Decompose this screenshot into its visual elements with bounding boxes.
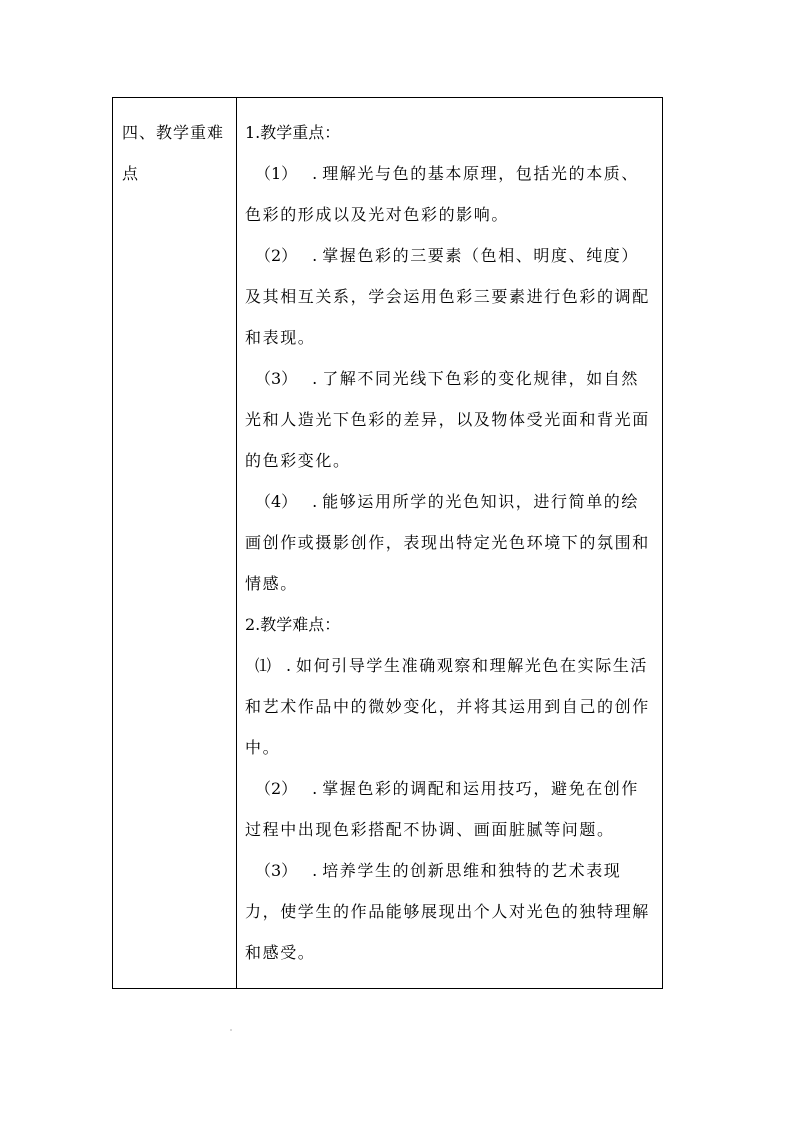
item-separator: . xyxy=(312,861,318,880)
lesson-plan-table xyxy=(112,97,663,989)
scan-speck xyxy=(230,1029,232,1031)
item-text: 掌握色彩的三要素（色相、明度、纯度）及其相互关系，学会运用色彩三要素进行色彩的调配和表现。 xyxy=(245,246,650,347)
item-separator: . xyxy=(285,656,292,675)
key-point-3 xyxy=(245,358,654,481)
item-separator: . xyxy=(312,164,318,183)
difficult-points-heading: 2.教学难点： xyxy=(245,615,341,634)
difficult-point-3 xyxy=(245,850,654,973)
item-separator: . xyxy=(312,779,318,798)
item-text: 掌握色彩的调配和运用技巧，避免在创作过程中出现色彩搭配不协调、画面脏腻等问题。 xyxy=(245,779,639,839)
difficult-point-2 xyxy=(245,768,654,850)
item-separator: . xyxy=(312,246,318,265)
item-separator: . xyxy=(312,492,318,511)
item-marker: （3） xyxy=(255,369,298,388)
item-marker: （1） xyxy=(255,164,298,183)
item-text: 能够运用所学的光色知识，进行简单的绘画创作或摄影创作，表现出特定光色环境下的氛围和情感。 xyxy=(245,492,650,593)
key-point-2 xyxy=(245,235,654,358)
item-marker: （3） xyxy=(255,861,298,880)
item-text: 培养学生的创新思维和独特的艺术表现力，使学生的作品能够展现出个人对光色的独特理解和感受。 xyxy=(245,861,650,962)
difficult-point-1 xyxy=(245,645,654,768)
item-text: 理解光与色的基本原理，包括光的本质、色彩的形成以及光对色彩的影响。 xyxy=(245,164,639,224)
row-header-label: 四、教学重难点 xyxy=(122,123,225,183)
key-point-1 xyxy=(245,153,654,235)
item-separator: . xyxy=(312,369,318,388)
key-points-heading: 1.教学重点： xyxy=(245,123,341,142)
row-header-cell xyxy=(113,98,237,988)
item-text: 了解不同光线下色彩的变化规律，如自然光和人造光下色彩的差异，以及物体受光面和背光面的色彩变化。 xyxy=(245,369,650,470)
item-marker: （4） xyxy=(255,492,298,511)
key-point-4 xyxy=(245,481,654,604)
content-cell xyxy=(237,98,662,988)
item-text: 如何引导学生准确观察和理解光色在实际生活和艺术作品中的微妙变化，并将其运用到自己的创作中。 xyxy=(245,656,650,757)
item-marker: ⑴ xyxy=(255,656,272,675)
item-marker: （2） xyxy=(255,779,298,798)
item-marker: （2） xyxy=(255,246,298,265)
